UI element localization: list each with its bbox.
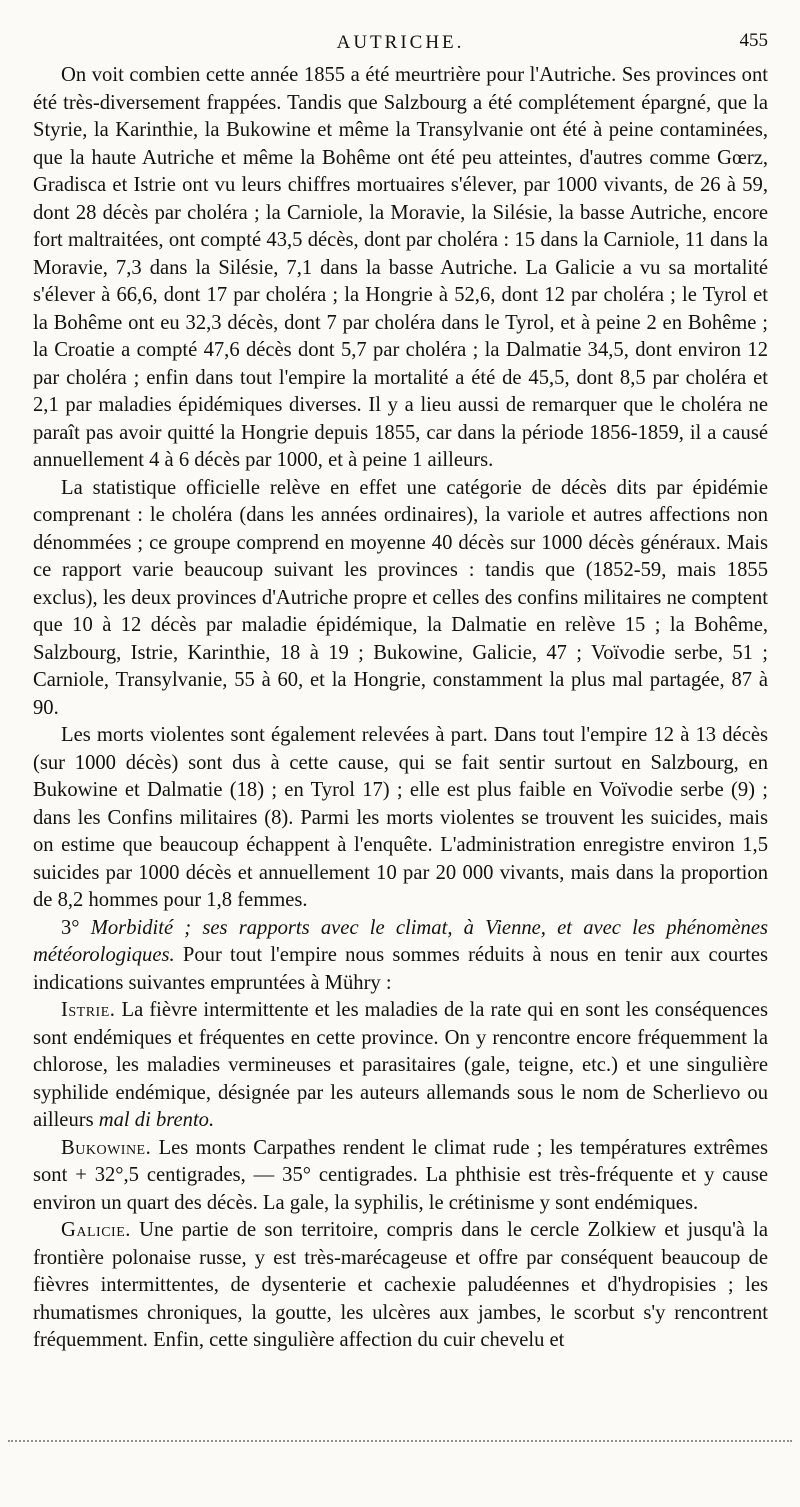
paragraph-istrie	[33, 997, 768, 1135]
page-number: 455	[739, 30, 768, 51]
paragraph-violent-deaths: Les morts violentes sont également relevées à part. Dans tout l'empire 12 à 13 décès (sur 1000 décès) sont dus à cette cause, qui se fait sentir surtout en Salzbourg, en Bukowine et Dalmatie (18) ; en Tyrol 17) ; elle est plus faible en Voïvodie serbe (9) ; dans les Confins militaires (8). Parmi les morts violentes se trouvent les suicides, mais on estime que beaucoup échappent à l'enquête. L'administration enregistre environ 1,5 suicides par 1000 décès et annuellement 10 par 20 000 vivants, mais dans la proportion de 8,2 hommes pour 1,8 femmes.	[33, 724, 768, 911]
paragraph-epidemic-statistics: La statistique officielle relève en effet une catégorie de décès dits par épidémie comprenant : le choléra (dans les années ordinaires), la variole et autres affections non dénommées ; ce groupe comprend en moyenne 40 décès sur 1000 décès généraux. Mais ce rapport varie beaucoup suivant les provinces : tandis que (1852-59, mais 1855 exclus), les deux provinces d'Autriche propre et celles des confins militaires ne comptent que 10 à 12 décès par maladie épidémique, la Dalmatie en relève 15 ; la Bohême, Salzbourg, Istrie, Karinthie, 18 à 19 ; Bukowine, Galicie, 47 ; Voïvodie serbe, 51 ; Carniole, Transylvanie, 55 à 60, et la Hongrie, constamment la plus mal partagée, 87 à 90.	[33, 476, 768, 719]
running-head	[33, 26, 768, 62]
paragraph-bukowine	[33, 1135, 768, 1218]
section-number: 3°	[61, 916, 91, 939]
province-heading-bukowine: Bukowine.	[61, 1136, 152, 1159]
istrie-italic-term: mal di brento.	[98, 1109, 215, 1131]
footer-dotted-rule	[8, 1440, 792, 1442]
paragraph-morbidity	[33, 915, 768, 998]
paragraph-galicie	[33, 1217, 768, 1355]
section-title: Morbidité ; ses rapports avec le climat, à Vienne, et avec les phénomènes météorologiques.	[33, 916, 768, 966]
bukowine-text: Les monts Carpathes rendent le climat rude ; les températures extrêmes sont + 32°,5 centigrades, — 35° centigrades. La phthisie est très-fréquente et y cause environ un quart des décès. La gale, la syphilis, le crétinisme y sont endémiques.	[33, 1136, 768, 1214]
body-text	[33, 62, 768, 1355]
province-heading-galicie: Galicie.	[61, 1219, 131, 1241]
province-heading-istrie: Istrie.	[61, 999, 116, 1021]
paragraph-mortality-1855: On voit combien cette année 1855 a été meurtrière pour l'Autriche. Ses provinces ont été très-diversement frappées. Tandis que Salzbourg a été complétement épargné, que la Styrie, la Karinthie, la Bukowine et même la Transylvanie ont été à peine contaminées, que la haute Autriche et même la Bohême ont été peu atteintes, d'autres comme Gœrz, Gradisca et Istrie ont vu leurs chiffres mortuaires s'élever, par 1000 vivants, de 26 à 59, dont 28 décès par choléra ; la Carniole, la Moravie, la Silésie, la basse Autriche, encore fort maltraitées, ont compté 43,5 décès, dont par choléra : 15 dans la Carniole, 11 dans la Moravie, 7,3 dans la Silésie, 7,1 dans la basse Autriche. La Galicie a vu sa mortalité s'élever à 66,6, dont 17 par choléra ; la Hongrie à 52,6, dont 12 par choléra ; le Tyrol et la Bohême ont eu 32,3 décès, dont 7 par choléra dans le Tyrol, et à peine 2 en Bohême ; la Croatie a compté 47,6 décès dont 5,7 par choléra ; la Dalmatie 34,5, dont environ 12 par choléra ; enfin dans tout l'empire la mortalité a été de 45,5, dont 8,5 par choléra et 2,1 par maladies épidémiques diverses. Il y a lieu aussi de remarquer que le choléra ne paraît pas avoir quitté la Hongrie depuis 1855, car dans la période 1856-1859, il a causé annuellement 4 à 6 décès par 1000, et à peine 1 ailleurs.	[33, 64, 768, 471]
section-intro: Pour tout l'empire nous sommes réduits à nous en tenir aux courtes indications suivantes empruntées à Mühry :	[33, 944, 768, 994]
galicie-text: Une partie de son territoire, compris dans le cercle Zolkiew et jusqu'à la frontière polonaise russe, y est très-marécageuse et offre par conséquent beaucoup de fièvres intermittentes, de dysenterie et cachexie paludéennes et d'hydropisies ; les rhumatismes chroniques, la goutte, les ulcères aux jambes, le scorbut s'y rencontrent fréquemment. Enfin, cette singulière affection du cuir chevelu et	[33, 1219, 768, 1351]
page	[33, 26, 768, 1476]
running-title: AUTRICHE.	[336, 32, 465, 53]
istrie-text: La fièvre intermittente et les maladies de la rate qui en sont les conséquences sont endémiques et fréquentes en cette province. On y rencontre encore fréquemment la chlorose, les maladies vermineuses et parasitaires (gale, teigne, etc.) et une singulière syphilide endémique, désignée par les auteurs allemands sous le nom de Scherlievo ou ailleurs	[33, 999, 768, 1131]
